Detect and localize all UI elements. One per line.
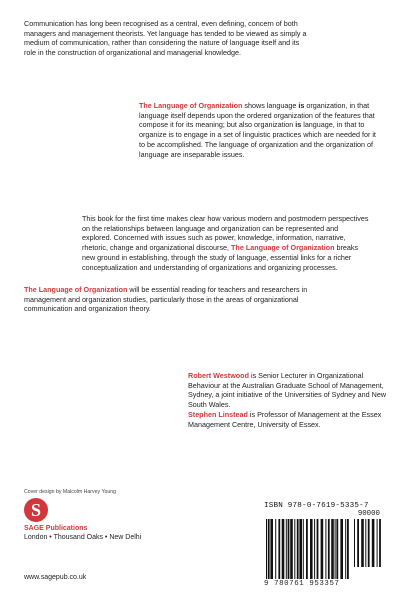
audience-text: will be essential reading for teachers and researchers in management and organization studies, particularly those in the areas of organizational communication and organization theory. xyxy=(24,285,308,314)
barcode-bar xyxy=(266,519,267,579)
barcode-bar xyxy=(377,519,378,567)
barcode-bar xyxy=(275,519,276,579)
intro-paragraph xyxy=(24,19,309,58)
barcode-bar xyxy=(282,519,285,579)
barcode-bar xyxy=(325,519,326,579)
publisher-name: SAGE Publications xyxy=(24,525,88,532)
barcode-bar xyxy=(345,519,346,579)
barcode-bar xyxy=(278,519,280,579)
barcode-bar xyxy=(365,519,366,567)
barcode-bar xyxy=(372,519,375,567)
barcode-bar xyxy=(290,519,293,579)
barcode-bar xyxy=(354,519,355,567)
barcode-bar xyxy=(303,519,304,579)
barcode-bar xyxy=(286,519,287,579)
barcode-bar xyxy=(328,519,330,579)
author-bios xyxy=(188,371,388,429)
barcode-bar xyxy=(357,519,359,567)
barcode-bar xyxy=(314,519,315,579)
barcode-bar xyxy=(321,519,324,579)
barcode-bar xyxy=(288,519,290,579)
barcode-bar xyxy=(306,519,308,579)
barcode-bar xyxy=(331,519,334,579)
thesis-paragraph xyxy=(139,101,379,159)
barcode-bar xyxy=(297,519,299,579)
author2-bio: is Professor of Management at the Essex Management Centre, University of Essex. xyxy=(188,409,382,429)
book-title-highlight: The Language of Organization xyxy=(231,243,335,253)
publisher-block xyxy=(24,498,174,541)
sage-logo-icon: S xyxy=(24,498,48,522)
audience-paragraph xyxy=(24,285,324,314)
thesis-emphasis-1: is xyxy=(298,101,305,110)
intro-text: Communication has long been recognised as a central, even defining, concern of both managers and management theorists. Yet language has tended to be viewed as simply a medium of communication, rather than considering the nature of language itself and its role in the construction of organizational and managerial knowledge. xyxy=(24,19,307,58)
overview-text-2: breaks new ground in establishing, through the study of language, essential links for a richer conceptualization and understanding of organizations and organizing processes. xyxy=(82,243,359,272)
barcode-bar xyxy=(361,519,364,567)
publisher-cities: London • Thousand Oaks • New Delhi xyxy=(24,534,142,541)
barcode-bar xyxy=(335,519,336,579)
thesis-text-1: shows language xyxy=(242,101,299,110)
cover-credit: Cover design by Malcolm Harvey Young xyxy=(24,489,116,495)
isbn-barcode xyxy=(264,502,384,588)
isbn-label: ISBN 978-0-7619-5335-7 xyxy=(264,502,369,510)
barcode-bar xyxy=(336,519,338,579)
overview-paragraph xyxy=(82,214,369,272)
barcode-bar xyxy=(368,519,370,567)
thesis-emphasis-2: is xyxy=(295,120,302,130)
author1-bio: is Senior Lecturer in Organizational Behaviour at the Australian Graduate School of Management, Sydney, a joint initiative of the Universities of Sydney and New South Wales. xyxy=(188,371,387,410)
price-code: 90000 xyxy=(357,510,380,518)
barcode-icon xyxy=(264,519,382,579)
barcode-digits: 9 780761 953357 xyxy=(264,580,340,588)
author2-name: Stephen Linstead xyxy=(188,409,248,419)
barcode-bar xyxy=(317,519,319,579)
publisher-website: www.sagepub.co.uk xyxy=(24,574,87,581)
author1-name: Robert Westwood xyxy=(188,371,249,380)
barcode-bar xyxy=(270,519,273,579)
thesis-text-2: organization, in that language itself depends upon the ordered organization of the features that compose it for its meaning; but also organization xyxy=(139,101,375,130)
barcode-bar xyxy=(268,519,270,579)
book-title-highlight: The Language of Organization xyxy=(139,101,243,110)
barcode-bar xyxy=(310,519,313,579)
overview-text-1: This book for the first time makes clear how various modern and postmodern perspectives on the relationships between language and organization can be represented and explored. Concerned with issues such as power, knowledge, information, narrative, rhetoric, change and organizational discourse, xyxy=(82,214,369,253)
barcode-bar xyxy=(347,519,349,579)
barcode-bar xyxy=(299,519,302,579)
barcode-bar xyxy=(340,519,343,579)
barcode-bar xyxy=(379,519,381,567)
book-title-highlight: The Language of Organization xyxy=(24,285,128,294)
thesis-text-3: language, in that to organize is to engage in a set of linguistic practices which are needed for it to be accomplished. The language of organization and the organization of language are inseparable issues. xyxy=(139,120,376,159)
barcode-bar xyxy=(294,519,295,579)
